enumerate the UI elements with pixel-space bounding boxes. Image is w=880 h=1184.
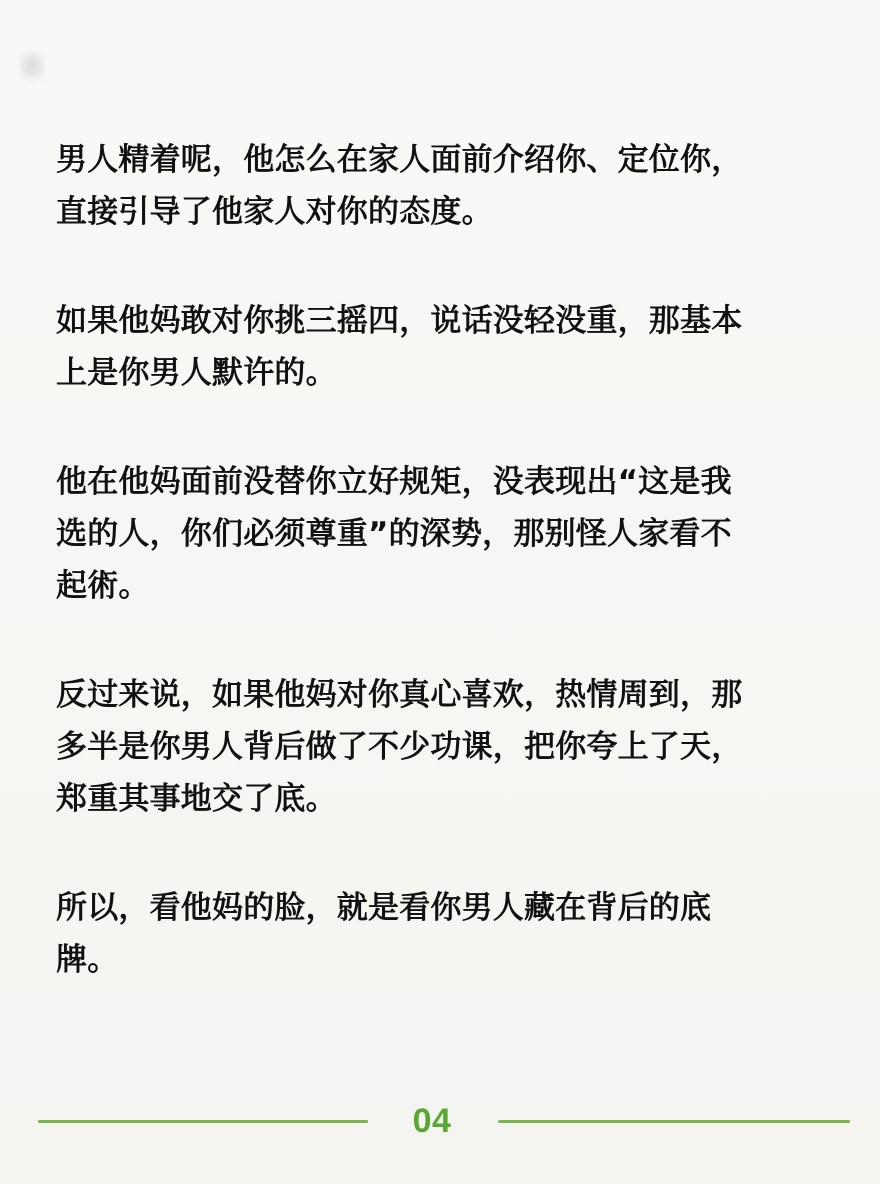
paragraph-2: 如果他妈敢对你挑三摇四，说话没轻没重，那基本 上是你男人默许的。 [56,303,743,391]
footer-divider-left [38,1120,368,1123]
paragraph-1: 男人精着呢，他怎么在家人面前介绍你、定位你， 直接引导了他家人对你的态度。 [56,142,743,230]
page-footer [0,1096,880,1146]
page-number: 04 [412,1102,452,1140]
paragraph-3: 他在他妈面前没替你立好规矩，没表现出“这是我 选的人，你们必须尊重”的深势，那别怪人家看不 起術。 [56,464,732,604]
corner-smudge-mark [20,44,44,88]
paragraph-4: 反过来说，如果他妈对你真心喜欢，热情周到，那 多半是你男人背后做了不少功课，把你夸上了天， 郑重其事地交了底。 [56,677,743,817]
article-content [56,134,826,986]
footer-divider-right [498,1120,850,1123]
paragraph-5: 所以，看他妈的脸，就是看你男人藏在背后的底 牌。 [56,890,712,978]
